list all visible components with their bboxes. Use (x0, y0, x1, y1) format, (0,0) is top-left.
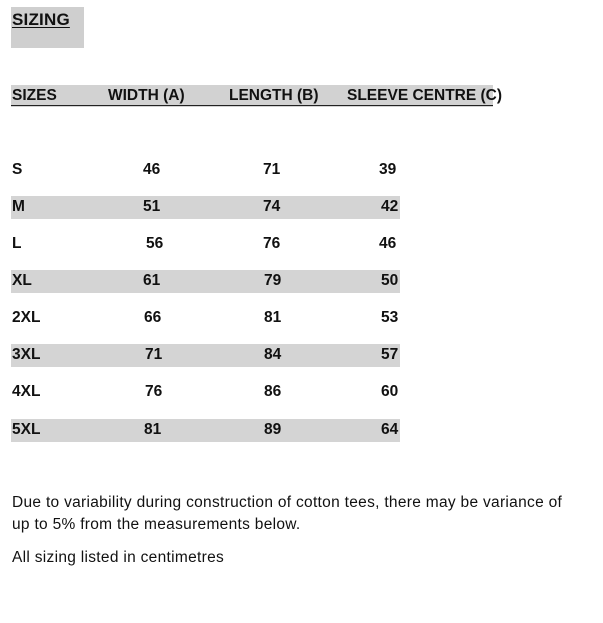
row-sleeve-centre: 57 (381, 346, 399, 363)
row-sleeve-centre: 53 (381, 309, 399, 326)
row-width: 61 (143, 272, 161, 289)
variance-note: Due to variability during construction of cotton tees, there may be variance of up to 5% from the measurements below. (12, 494, 563, 533)
table-row-band (11, 270, 400, 293)
header-underline (11, 105, 493, 106)
row-sleeve-centre: 64 (381, 421, 399, 438)
row-size: M (12, 198, 25, 215)
row-sleeve-centre: 39 (379, 161, 397, 178)
header-sleeve-centre: SLEEVE CENTRE (C) (347, 87, 503, 104)
header-length: LENGTH (B) (229, 87, 319, 104)
header-sizes: SIZES (12, 87, 57, 104)
row-size: 3XL (12, 346, 41, 363)
table-row-band (11, 196, 400, 219)
row-length: 71 (263, 161, 281, 178)
row-length: 79 (264, 272, 282, 289)
row-sleeve-centre: 50 (381, 272, 399, 289)
row-width: 71 (145, 346, 163, 363)
row-length: 84 (264, 346, 282, 363)
row-length: 89 (264, 421, 282, 438)
row-size: 4XL (12, 383, 41, 400)
row-width: 46 (143, 161, 161, 178)
row-size: 2XL (12, 309, 41, 326)
row-length: 76 (263, 235, 281, 252)
row-width: 51 (143, 198, 161, 215)
row-width: 66 (144, 309, 162, 326)
page-title: SIZING (12, 10, 70, 29)
header-width: WIDTH (A) (108, 87, 185, 104)
row-length: 81 (264, 309, 282, 326)
units-note: All sizing listed in centimetres (12, 549, 225, 566)
row-sleeve-centre: 46 (379, 235, 397, 252)
row-size: 5XL (12, 421, 41, 438)
row-length: 74 (263, 198, 281, 215)
row-size: XL (12, 272, 32, 289)
row-size: L (12, 235, 22, 252)
row-width: 56 (146, 235, 164, 252)
row-length: 86 (264, 383, 282, 400)
row-width: 81 (144, 421, 162, 438)
row-width: 76 (145, 383, 163, 400)
row-size: S (12, 161, 23, 178)
table-row-band (11, 344, 400, 367)
table-row-band (11, 419, 400, 442)
row-sleeve-centre: 60 (381, 383, 399, 400)
row-sleeve-centre: 42 (381, 198, 399, 215)
